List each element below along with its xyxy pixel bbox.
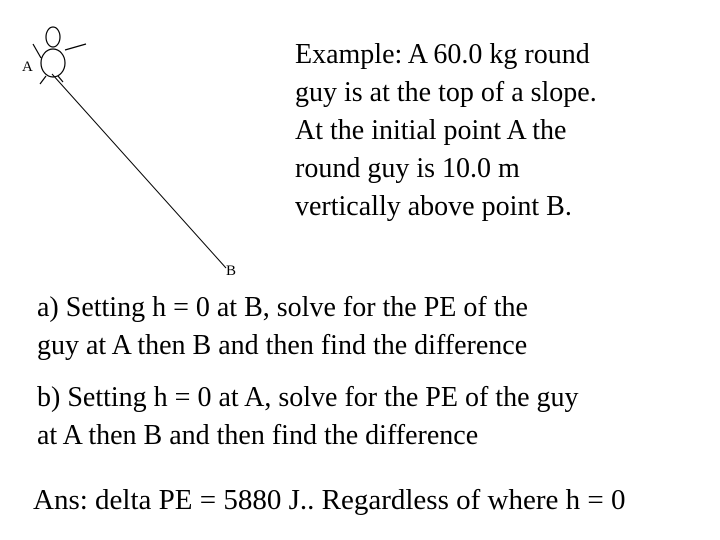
example-line: vertically above point B.: [295, 191, 572, 222]
example-problem-text: [295, 36, 597, 226]
guy-left-arm: [33, 44, 41, 58]
answer-line: Ans: delta PE = 5880 J.. Regardless of where h = 0: [33, 484, 626, 516]
example-line: Example: A 60.0 kg round: [295, 39, 590, 70]
guy-head: [46, 27, 60, 47]
part-b-line: at A then B and then find the difference: [37, 420, 479, 451]
part-b-line: b) Setting h = 0 at A, solve for the PE of the guy: [37, 382, 579, 413]
example-line: At the initial point A the: [295, 115, 567, 146]
guy-body: [41, 49, 65, 77]
question-part-a: [37, 289, 528, 365]
part-a-line: guy at A then B and then find the difference: [37, 330, 528, 361]
question-part-b: [37, 379, 579, 455]
slope-diagram: [0, 0, 260, 285]
example-line: guy is at the top of a slope.: [295, 77, 597, 108]
point-b-label: B: [226, 263, 237, 279]
point-a-label: A: [22, 59, 33, 75]
example-line: round guy is 10.0 m: [295, 153, 520, 184]
answer-text: [33, 481, 625, 519]
part-a-line: a) Setting h = 0 at B, solve for the PE of the: [37, 292, 528, 323]
round-guy-figure: [33, 27, 86, 84]
slope-line: [52, 74, 226, 268]
guy-left-leg: [40, 76, 46, 84]
guy-right-arm: [65, 44, 86, 50]
